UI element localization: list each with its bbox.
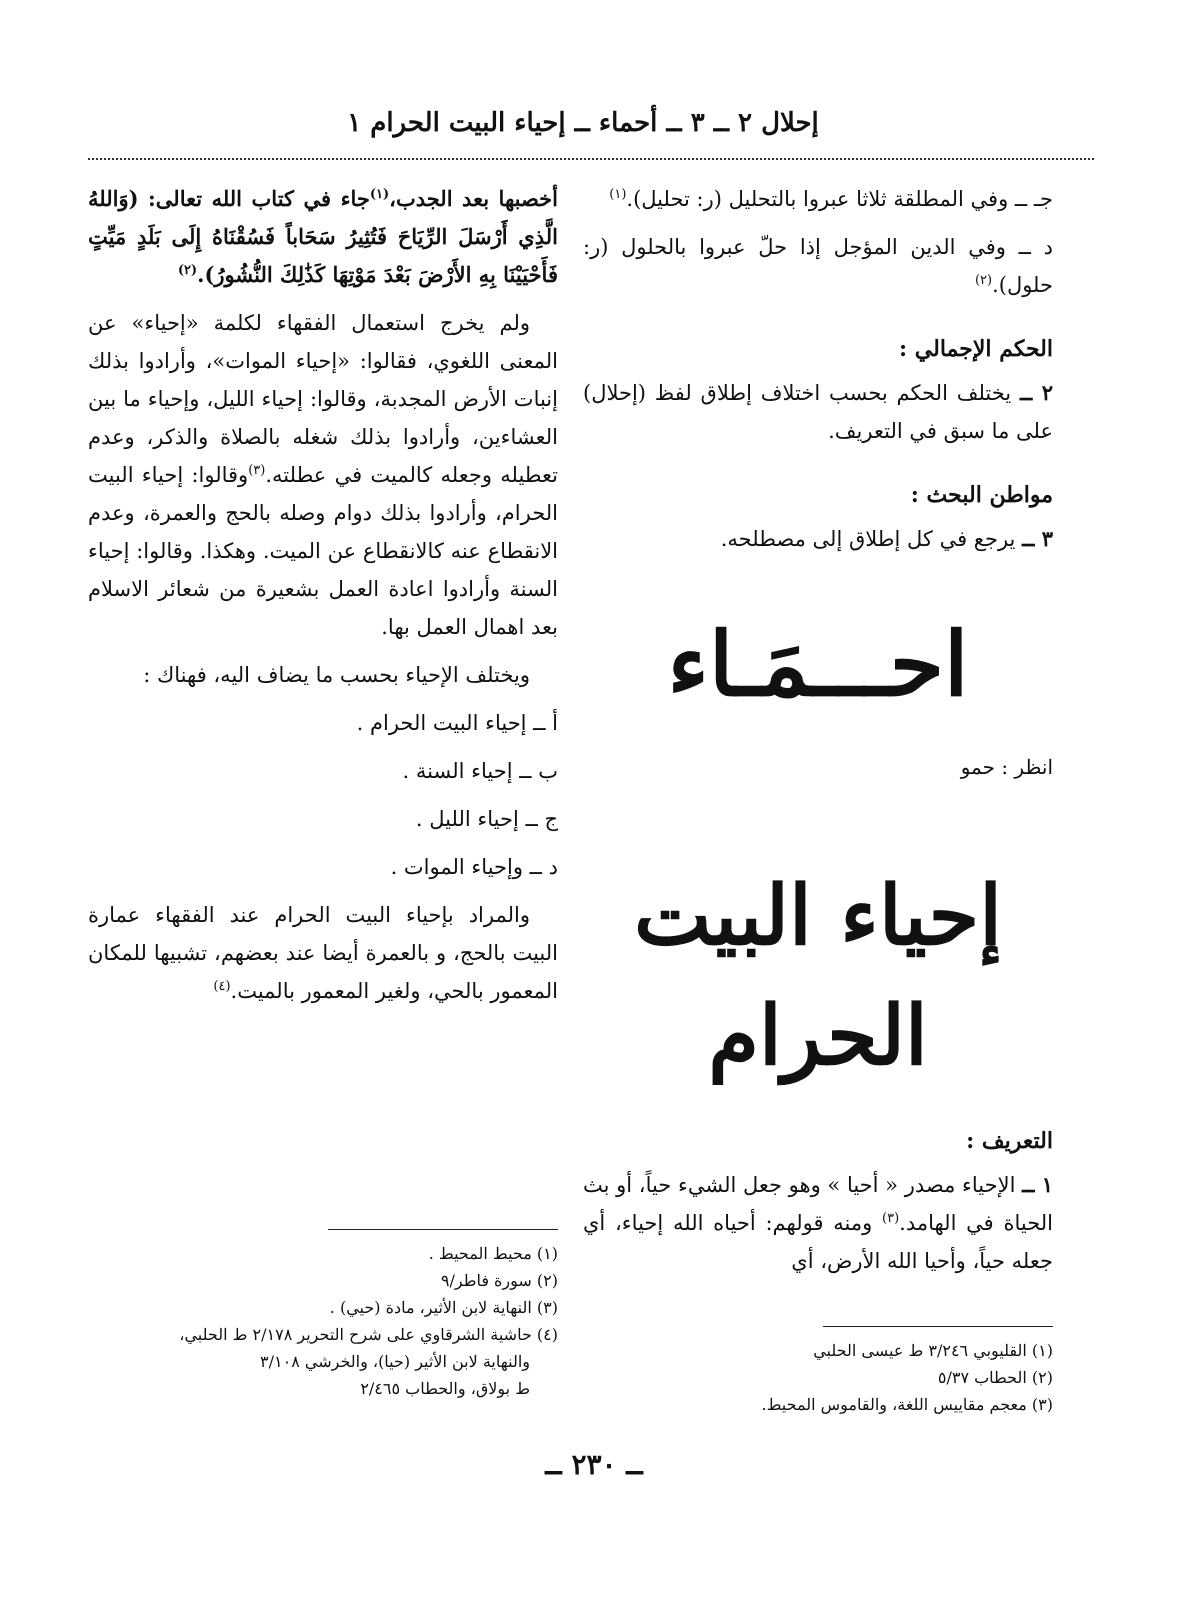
footnote-ref: (١) xyxy=(369,187,390,202)
footnote-ref: (٢) xyxy=(974,273,993,288)
running-header: إحلال ٢ ــ ٣ ــ أحماء ــ إحياء البيت الحرام ١ xyxy=(347,108,819,138)
section-heading-hukm: الحكم الإجمالي : xyxy=(899,336,1053,362)
footnote-ref: (٤) xyxy=(213,979,231,994)
section-heading-mawatin: مواطن البحث : xyxy=(910,482,1053,508)
footnote-divider xyxy=(328,1229,558,1230)
entry-title-ahmaa: احـــمَـاء xyxy=(667,612,969,716)
see-also: انظر : حمو xyxy=(960,755,1053,779)
list-item: د ــ وإحياء الموات . xyxy=(390,855,558,879)
paragraph-usage: ولم يخرج استعمال الفقهاء لكلمة «إحياء» عن المعنى اللغوي، فقالوا: «إحياء الموات»، وأرادوا بذلك إنبات الأرض المجدبة، وقالوا: إحياء الليل، وإحياء ما بين العشاءين، وأرادوا بذلك شغله بالصلاة والذكر، وعدم تعطيله وجعله كالميت في عطلته.$^{(٣)}$وقالوا: إحياء البيت الحرام، وأرادوا بذلك دوام وصله بالحج والعمرة، وعدم الانقطاع عنه كالانقطاع عن الميت. وهكذا. وقالوا: إحياء السنة وأرادوا اعادة العمل بشعيرة من شعائر الاسلام بعد اهمال العمل بها. xyxy=(88,311,558,639)
footnote-ref: (٣) xyxy=(882,1211,900,1226)
item-d: د ــ وفي الدين المؤجل إذا حلّ عبروا بالحلول (ر: حلول).$^{(٢)}$ xyxy=(583,235,1053,297)
paragraph-number: ٢ ــ xyxy=(1019,380,1053,405)
right-footnotes xyxy=(583,1312,1053,1418)
paragraph-number: ١ ــ xyxy=(1022,1172,1053,1197)
paragraph-definition: والمراد بإحياء البيت الحرام عند الفقهاء عمارة البيت بالحج، و بالعمرة أيضا عند بعضهم، تشبيها للمكان المعمور بالحي، ولغير المعمور بالميت.$^{(٤)}$ xyxy=(88,903,558,1003)
footnote: (٢) سورة فاطر/٩ xyxy=(440,1271,558,1290)
list-item: ج ــ إحياء الليل . xyxy=(415,807,558,831)
list-item: ب ــ إحياء السنة . xyxy=(402,759,558,783)
list-item: أ ــ إحياء البيت الحرام . xyxy=(356,711,558,735)
footnote-continuation: والنهاية لابن الأثير (حيا)، والخرشي ٣/١٠٨ xyxy=(260,1352,530,1371)
footnote: (٣) النهاية لابن الأثير، مادة (حيي) . xyxy=(329,1298,558,1317)
paragraph-number: ٣ ــ xyxy=(1022,526,1053,551)
footnote: (١) القليوبي ٣/٢٤٦ ط عيسى الحلبي xyxy=(813,1341,1053,1360)
footnote-ref: (٣) xyxy=(248,463,266,478)
entry-title-ihyaa: إحياء البيت الحرام xyxy=(633,868,1003,1084)
footnote: (٤) حاشية الشرقاوي على شرح التحرير ٢/١٧٨ ط الحلبي، xyxy=(179,1325,558,1344)
footnote: (٢) الحطاب ٥/٣٧ xyxy=(937,1368,1053,1387)
section-heading-tarif: التعريف : xyxy=(966,1128,1053,1154)
paragraph-2: ٢ ــ يختلف الحكم بحسب اختلاف إطلاق لفظ (إحلال) على ما سبق في التعريف. xyxy=(583,380,1053,443)
left-column xyxy=(88,180,558,1020)
item-j: جـ ــ وفي المطلقة ثلاثا عبروا بالتحليل (ر: تحليل).$^{(١)}$ xyxy=(609,187,1053,211)
header-divider xyxy=(88,158,1094,160)
footnote-continuation: ط بولاق، والحطاب ٢/٤٦٥ xyxy=(360,1379,530,1398)
footnote: (٣) معجم مقاييس اللغة، والقاموس المحيط. xyxy=(761,1395,1053,1414)
paragraph-types: ويختلف الإحياء بحسب ما يضاف اليه، فهناك : xyxy=(143,663,530,687)
left-footnotes xyxy=(88,1215,558,1402)
footnote: (١) محيط المحيط . xyxy=(428,1244,558,1263)
footnote-divider xyxy=(823,1326,1053,1327)
footnote-ref: (٢) xyxy=(177,263,198,278)
right-column xyxy=(583,180,1053,1290)
paragraph-1: ١ ــ الإحياء مصدر « أحيا » وهو جعل الشيء حياً، أو بث الحياة في الهامد.$^{(٣)}$ ومنه قولهم: أحياه الله إحياء، أي جعله حياً، وأحيا الله الأرض، أي xyxy=(583,1172,1053,1273)
footnote-ref: (١) xyxy=(609,187,627,202)
page-number: ــ ٢٣٠ ــ xyxy=(545,1448,643,1481)
paragraph-quran: أخصبها بعد الجدب،$^{(١)}$جاء في كتاب الله تعالى: (وَاللهُ الَّذِي أَرْسَلَ الرِّيَاحَ فَتُثِيرُ سَحَاباً فَسُقْنَاهُ إِلَى بَلَدٍ مَيِّتٍ فَأَحْيَيْنَا بِهِ الأَرْضَ بَعْدَ مَوْتِهَا كَذَٰلِكَ النُّشُورُ).$^{(٢)}$ xyxy=(88,186,558,287)
paragraph-3: ٣ ــ يرجع في كل إطلاق إلى مصطلحه. xyxy=(720,526,1053,551)
